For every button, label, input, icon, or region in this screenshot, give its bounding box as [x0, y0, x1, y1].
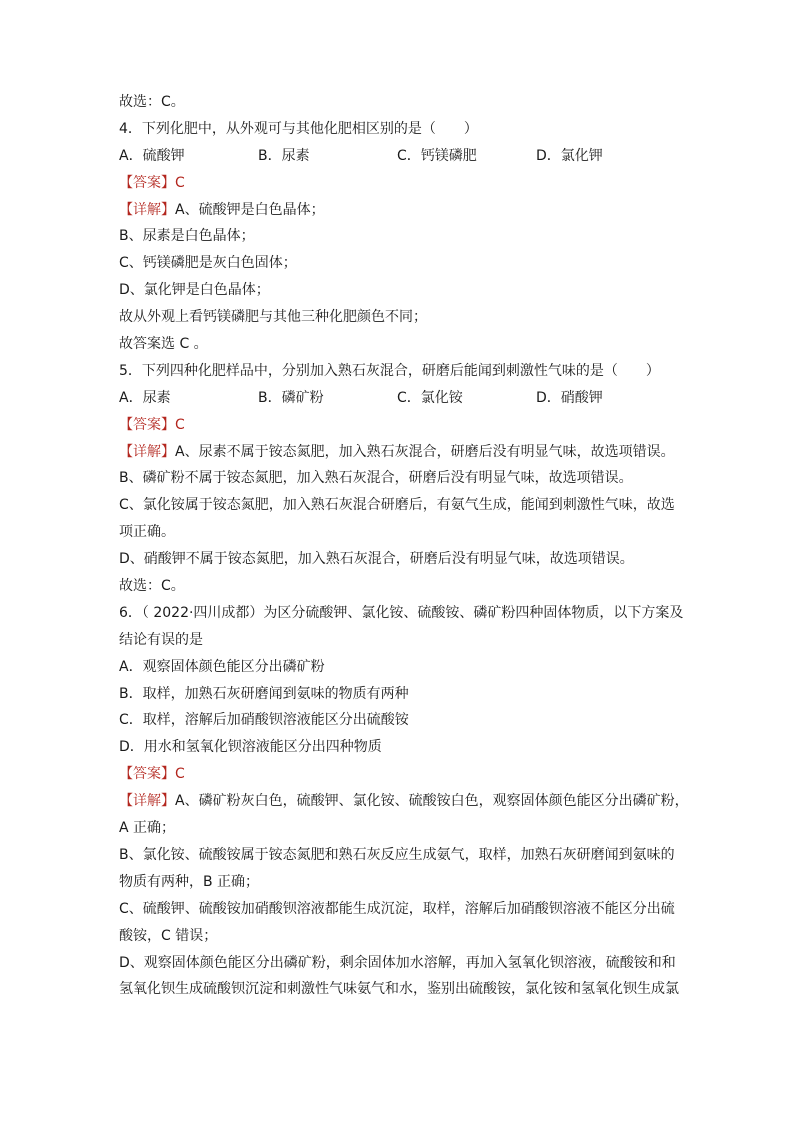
question-6: 6．（ 2022·四川成都）为区分硫酸钾、氯化铵、硫酸铵、磷矿粉四种固体物质，以下方案及 — [119, 604, 684, 621]
text-line: B、磷矿粉不属于铵态氮肥，加入熟石灰混合，研磨后没有明显气味，故选项错误。 — [119, 470, 633, 487]
text-line: 氢氧化钡生成硫酸钡沉淀和刺激性气味氨气和水，鉴别出硫酸铵，氯化铵和氢氧化钡生成氯 — [119, 981, 679, 998]
answer-value: C — [175, 766, 185, 783]
option-a: A．尿素 — [119, 389, 171, 406]
answer-line — [119, 174, 679, 192]
text-line: 故选：C。 — [119, 578, 185, 595]
text-line: B、尿素是白色晶体； — [119, 228, 255, 245]
text-line: C、氯化铵属于铵态氮肥，加入熟石灰混合研磨后，有氨气生成，能闻到刺激性气味，故选 — [119, 497, 675, 514]
text-line: 项正确。 — [119, 524, 175, 541]
option-d: D．用水和氢氧化钡溶液能区分出四种物质 — [119, 739, 382, 756]
answer-line — [119, 765, 679, 783]
text-line: 故从外观上看钙镁磷肥与其他三种化肥颜色不同； — [119, 309, 427, 326]
text-line: 物质有两种，B 正确； — [119, 873, 260, 890]
answer-value: C — [175, 416, 185, 433]
answer-line — [119, 416, 679, 434]
document-content — [119, 93, 689, 1007]
explanation-text: A、硫酸钾是白色晶体； — [175, 201, 325, 218]
text-line: D、硝酸钾不属于铵态氮肥，加入熟石灰混合，研磨后没有明显气味，故选项错误。 — [119, 551, 634, 568]
question-4: 4．下列化肥中，从外观可与其他化肥相区别的是（ ） — [119, 120, 478, 137]
option-b: B．磷矿粉 — [258, 389, 324, 406]
text-line: C、硫酸钾、硫酸铵加硝酸钡溶液都能生成沉淀，取样，溶解后加硝酸钡溶液不能区分出硫 — [119, 900, 675, 917]
question-4-options — [119, 147, 679, 165]
option-c: C．钙镁磷肥 — [397, 147, 477, 164]
option-a: A．硫酸钾 — [119, 147, 185, 164]
option-d: D．氯化钾 — [536, 147, 603, 164]
question-5-options — [119, 389, 679, 407]
explanation-line — [119, 792, 689, 810]
explanation-line — [119, 443, 679, 461]
answer-value: C — [175, 174, 185, 191]
option-b: B．尿素 — [258, 147, 310, 164]
text-line: 结论有误的是 — [119, 631, 203, 648]
text-line: D、氯化钾是白色晶体； — [119, 282, 270, 299]
option-c: C．氯化铵 — [397, 389, 463, 406]
text-line: B、氯化铵、硫酸铵属于铵态氮肥和熟石灰反应生成氨气，取样，加熟石灰研磨闻到氨味的 — [119, 846, 675, 863]
option-d: D．硝酸钾 — [536, 389, 603, 406]
answer-tag: 【答案】 — [119, 766, 175, 783]
explanation-tag: 【详解】 — [119, 793, 175, 810]
text-line: C、钙镁磷肥是灰白色固体； — [119, 255, 297, 272]
text-line: 故答案选 C 。 — [119, 336, 208, 353]
explanation-tag: 【详解】 — [119, 443, 175, 460]
text-line: 故选：C。 — [119, 94, 185, 110]
option-a: A．观察固体颜色能区分出磷矿粉 — [119, 658, 325, 675]
answer-tag: 【答案】 — [119, 416, 175, 433]
option-c: C．取样，溶解后加硝酸钡溶液能区分出硫酸铵 — [119, 712, 409, 729]
text-line: 酸铵，C 错误； — [119, 927, 218, 944]
explanation-line — [119, 201, 679, 219]
explanation-text: A、磷矿粉灰白色，硫酸钾、氯化铵、硫酸铵白色，观察固体颜色能区分出磷矿粉， — [175, 793, 689, 810]
explanation-text: A、尿素不属于铵态氮肥，加入熟石灰混合，研磨后没有明显气味，故选项错误。 — [175, 443, 675, 460]
explanation-tag: 【详解】 — [119, 201, 175, 218]
text-line: A 正确； — [119, 820, 176, 837]
text-line: D、观察固体颜色能区分出磷矿粉，剩余固体加水溶解，再加入氢氧化钡溶液，硫酸铵和和 — [119, 954, 676, 971]
answer-tag: 【答案】 — [119, 174, 175, 191]
option-b: B．取样，加熟石灰研磨闻到氨味的物质有两种 — [119, 685, 409, 702]
question-5: 5．下列四种化肥样品中，分别加入熟石灰混合，研磨后能闻到刺激性气味的是（ ） — [119, 362, 660, 379]
